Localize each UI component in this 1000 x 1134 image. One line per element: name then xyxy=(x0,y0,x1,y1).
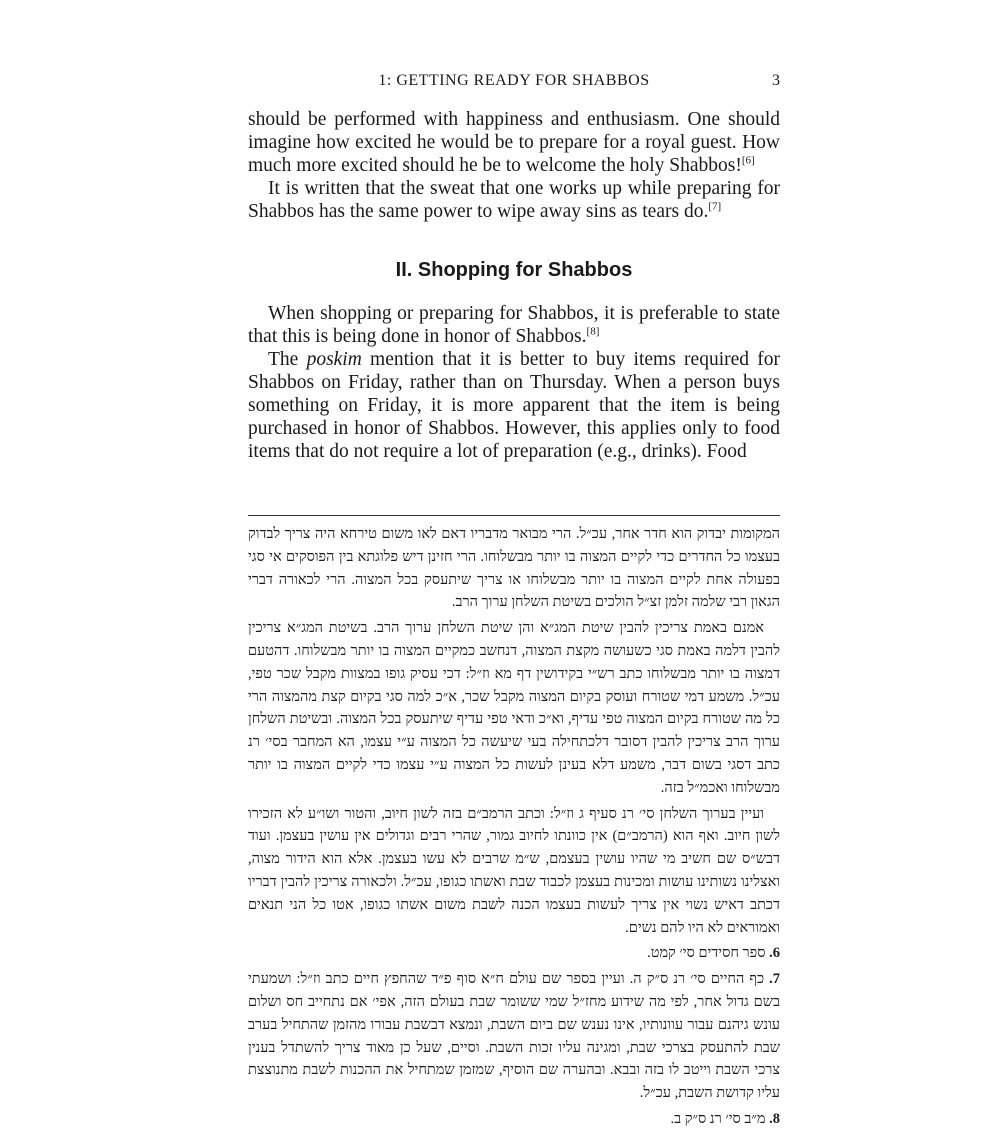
section-heading: II. Shopping for Shabbos xyxy=(395,259,633,281)
footnote-continued: ועיין בערוך השלחן סי׳ רנ סעיף ג וז״ל: וכתב הרמב״ם בזה לשון חיוב, והטור ושו״ע לא הזכירו לשון חיוב. ואף הוא (הרמב״ם) אין כוונתו לחיוב גמור, שהרי רבים וגדולים אין עושין בעצמן. ועוד דבש״ס שם חשיב מי שהיו עושין בעצמם, ש״מ שרבים לא עשו בעצמן. אלא הוא הידור מצוה, ואצלינו נשותינו עושות ומכינות בעצמן לכבוד שבת ואשתו כגופו, עכ״ל. ולכאורה צריכין להבין דבריו דכתב דאיש נשוי אין צריך לעשות בעצמו הכנה לשבת משום אשתו כגופו, אטו כל הני תנאים ואמוראים לא היו להם נשים. xyxy=(248,805,780,936)
paragraph xyxy=(248,177,780,223)
paragraph-text: should be performed with happiness and enthusiasm. One should imagine how excited he would be to prepare for a royal guest. How much more excited should he be to welcome the holy Shabbos! xyxy=(248,109,780,176)
footnote-reference: [6] xyxy=(741,154,755,167)
footnotes xyxy=(248,523,780,1134)
paragraph xyxy=(248,302,780,348)
running-title: 1: GETTING READY FOR SHABBOS xyxy=(378,72,650,89)
paragraph-text: It is written that the sweat that one works up while preparing for Shabbos has the same power to wipe away sins as tears do. xyxy=(248,178,780,222)
main-text xyxy=(248,108,780,463)
footnote-text: כף החיים סי׳ רנ ס״ק ה. ועיין בספר שם עולם ח״א סוף פ״ד שהחפץ חיים כתב וז״ל: ושמעתי בשם גדול אחר, לפי מה שידוע מחז״ל שמי ששומר שבת בעולם הזה, אפי׳ אם נתחייב חס ושלום עונש גיהנם עבור עוונותיו, אינו נענש שם ביום השבת, ונמצא דבשבת עבורו מהזמן שהתחיל בערב שבת להתעסק בצרכי שבת, ומגינה עליו זכות השבת. וסיים, שעל כן מאוד צריך להשתדל בענין צרכי השבת וייטב לו בזה ובבא. ובהערה שם הוסיף, שמזמן שמתחיל את ההכנות לשבת מתנוצצת עליו קדושת השבת, עכ״ל. xyxy=(248,971,780,1102)
footnote-number: 8. xyxy=(769,1110,780,1127)
footnote-text: מ״ב סי׳ רנ ס״ק ב. xyxy=(670,1110,770,1127)
footnote-number: 7. xyxy=(769,971,780,988)
footnote-divider xyxy=(248,515,780,516)
footnote-continued: אמנם באמת צריכין להבין שיטת המג״א והן שיטת השלחן ערוך הרב. בשיטת המג״א צריכין להבין דלמה באמת סגי כשעושה מקצת המצוה, דנחשב כמקיים המצוה בו יותר מבשלוחו. דהטעם דמצוה בו יותר מבשלוחו כתב רש״י בקידושין דף מא וז״ל: דכי עסיק גופו במצוות מקבל שכר טפי, עכ״ל. משמע דמי שטורח ועוסק בקיום המצוה מקבל שכר, א״כ למה סגי בקיום קצת מהמצוה הרי כל מה שטורח בקיום המצוה טפי עדיף, וא״כ ודאי טפי עדיף שיתעסק בכל המצוה. ובשיטת השלחן ערוך הרב צריכין להבין דסובר דלכתחילה בעי שיעשה כל המצוה ע״י עצמו, הא המחבר בסי׳ רנ כתב דסגי בשום דבר, משמע דלא בעינן לעשות כל המצוה ע״י עצמו כדי לקיים המצוה בו יותר מבשלוחו ואכמ״ל בזה. xyxy=(248,620,780,796)
running-head xyxy=(248,72,780,94)
footnote-continued: המקומות יבדוק הוא חדר אחר, עכ״ל. הרי מבואר מדבריו דאם לאו משום טירחא היה צריך לבדוק בעצמו כל החדרים כדי לקיים המצוה בו יותר מבשלוחו. הרי חזינן דיש פלוגתא בין הפוסקים אי סגי בפעולה אחת לקיים המצוה בו יותר מבשלוחו או צריך שיתעסק בכל המצוה. הרי לכאורה דברי הגאון רבי שלמה זלמן זצ״ל הולכים בשיטת השלחן ערוך הרב. xyxy=(248,526,780,611)
footnote-6 xyxy=(248,942,780,965)
paragraph-text: When shopping or preparing for Shabbos, it is preferable to state that this is being done in honor of Shabbos. xyxy=(248,303,780,347)
footnote-7 xyxy=(248,968,780,1105)
paragraph-text: mention that it is better to buy items required for Shabbos on Friday, rather than on Thursday. When a person buys something on Friday, it is more apparent that the item is being purchased in honor of Shabbos. However, this applies only to food items that do not require a lot of preparation (e.g., drinks). Food xyxy=(248,349,780,462)
page-number: 3 xyxy=(772,72,780,89)
paragraph-text: The xyxy=(268,349,307,370)
footnote-number: 6. xyxy=(769,945,780,962)
footnote-8 xyxy=(248,1108,780,1131)
footnote-reference: [8] xyxy=(586,325,600,338)
paragraph xyxy=(248,348,780,463)
book-page xyxy=(248,60,780,1127)
footnote-reference: [7] xyxy=(708,200,722,213)
paragraph xyxy=(248,108,780,177)
footnote-text: ספר חסידים סי׳ קמט. xyxy=(647,945,770,962)
italic-term: poskim xyxy=(306,349,362,370)
